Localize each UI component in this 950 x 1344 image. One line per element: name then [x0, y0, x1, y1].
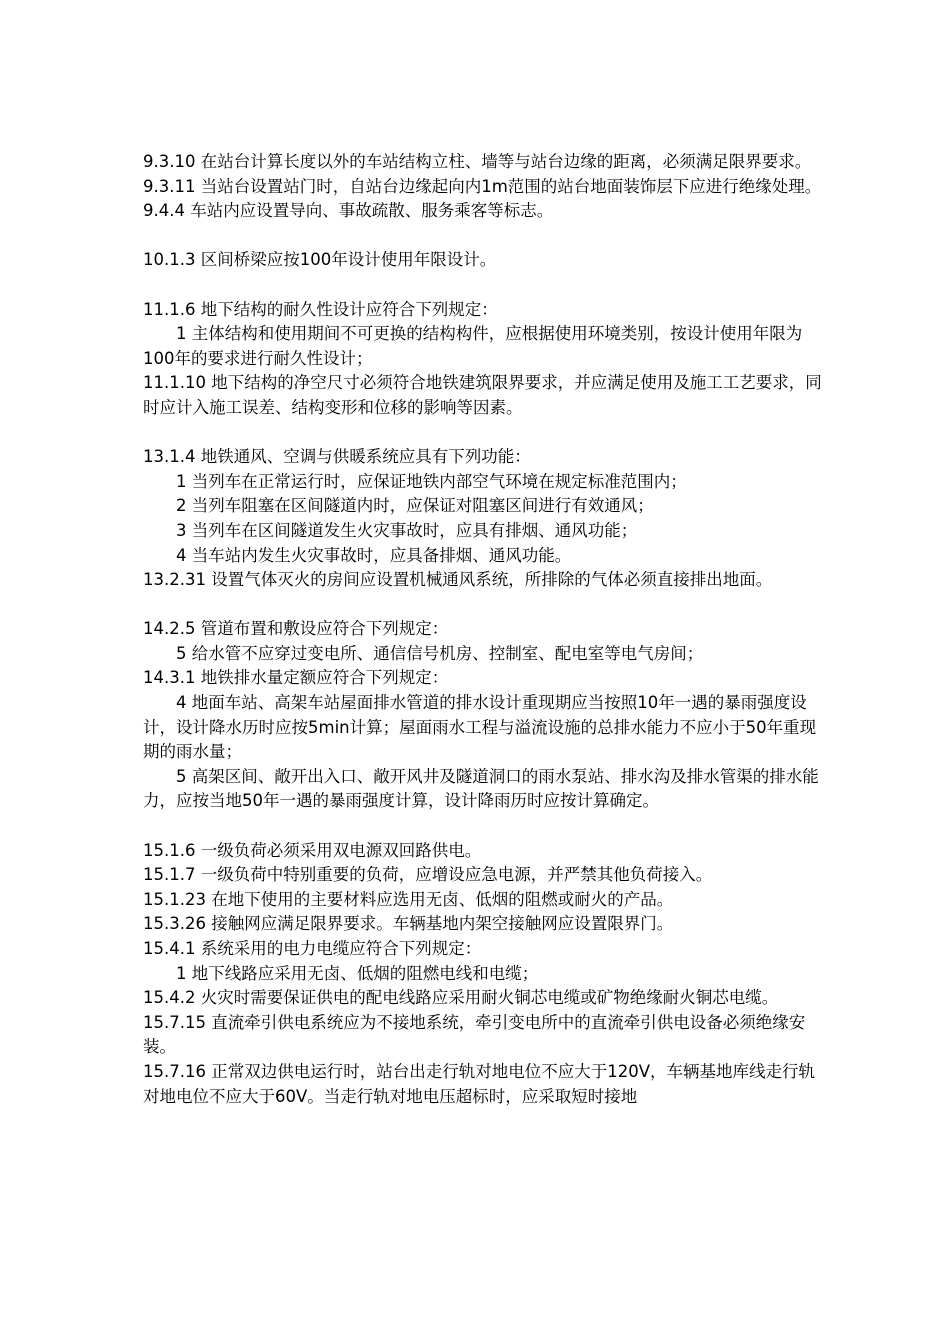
clause-section [143, 839, 823, 1110]
clause-paragraph: 15.4.1 系统采用的电力电缆应符合下列规定： [143, 939, 482, 958]
clause-paragraph: 15.7.15 直流牵引供电系统应为不接地系统，牵引变电所中的直流牵引供电设备必须绝缘安装。 [143, 1012, 806, 1057]
clause-paragraph: 9.3.10 在站台计算长度以外的车站结构立柱、墙等与站台边缘的距离，必须满足限界要求。 [143, 152, 812, 171]
clause-section [143, 298, 823, 421]
clause-item: 1 主体结构和使用期间不可更换的结构构件，应根据使用环境类别，按设计使用年限为100年的要求进行耐久性设计； [143, 324, 803, 368]
clause-paragraph: 14.2.5 管道布置和敷设应符合下列规定： [143, 619, 449, 639]
clause-section [143, 617, 823, 814]
clause-item: 1 地下线路应采用无卤、低烟的阻燃电线和电缆； [176, 963, 539, 983]
clause-paragraph: 15.1.7 一级负荷中特别重要的负荷，应增设应急电源，并严禁其他负荷接入。 [143, 865, 713, 885]
document-body [143, 150, 823, 1109]
clause-paragraph: 11.1.6 地下结构的耐久性设计应符合下列规定： [143, 299, 498, 319]
clause-paragraph: 15.7.16 正常双边供电运行时，站台出走行轨对地电位不应大于120V，车辆基地库线走行轨对地电位不应大于60V。当走行轨对地电压超标时，应采取短时接地 [143, 1061, 816, 1106]
clause-item: 5 给水管不应穿过变电所、通信信号机房、控制室、配电室等电气房间； [176, 643, 704, 663]
clause-paragraph: 9.4.4 车站内应设置导向、事故疏散、服务乘客等标志。 [143, 201, 554, 221]
section-gap [143, 814, 823, 839]
clause-section [143, 248, 823, 273]
clause-paragraph: 14.3.1 地铁排水量定额应符合下列规定： [143, 668, 449, 688]
clause-paragraph: 15.3.26 接触网应满足限界要求。车辆基地内架空接触网应设置限界门。 [143, 914, 674, 934]
clause-section [143, 150, 823, 224]
clause-section [143, 445, 823, 593]
clause-paragraph: 15.4.2 火灾时需要保证供电的配电线路应采用耐火铜芯电缆或矿物绝缘耐火铜芯电缆。 [143, 988, 779, 1008]
clause-paragraph: 13.1.4 地铁通风、空调与供暖系统应具有下列功能： [143, 447, 531, 467]
section-gap [143, 273, 823, 298]
clause-item: 1 当列车在正常运行时，应保证地铁内部空气环境在规定标准范围内； [176, 471, 687, 491]
section-gap [143, 421, 823, 446]
clause-item: 4 当车站内发生火灾事故时，应具备排烟、通风功能。 [176, 545, 572, 565]
clause-item: 2 当列车阻塞在区间隧道内时，应保证对阻塞区间进行有效通风； [176, 496, 654, 516]
clause-paragraph: 13.2.31 设置气体灭火的房间应设置机械通风系统，所排除的气体必须直接排出地面。 [143, 570, 773, 590]
clause-item: 3 当列车在区间隧道发生火灾事故时，应具有排烟、通风功能； [176, 520, 638, 540]
clause-item: 4 地面车站、高架车站屋面排水管道的排水设计重现期应当按照10年一遇的暴雨强度设计，设计降水历时应按5min计算；屋面雨水工程与溢流设施的总排水能力不应小于50年重现期的雨水量； [143, 693, 817, 762]
clause-paragraph: 11.1.10 地下结构的净空尺寸必须符合地铁建筑限界要求，并应满足使用及施工工艺要求，同时应计入施工误差、结构变形和位移的影响等因素。 [143, 373, 822, 417]
clause-paragraph: 10.1.3 区间桥梁应按100年设计使用年限设计。 [143, 250, 497, 270]
clause-paragraph: 15.1.6 一级负荷必须采用双电源双回路供电。 [143, 840, 482, 860]
clause-item: 5 高架区间、敞开出入口、敞开风井及隧道洞口的雨水泵站、排水沟及排水管渠的排水能力，应按当地50年一遇的暴雨强度计算，设计降雨历时应按计算确定。 [143, 766, 819, 811]
clause-paragraph: 15.1.23 在地下使用的主要材料应选用无卤、低烟的阻燃或耐火的产品。 [143, 889, 674, 909]
section-gap [143, 224, 823, 249]
clause-paragraph: 9.3.11 当站台设置站门时，自站台边缘起向内1m范围的站台地面装饰层下应进行绝缘处理。 [143, 176, 822, 196]
section-gap [143, 593, 823, 618]
